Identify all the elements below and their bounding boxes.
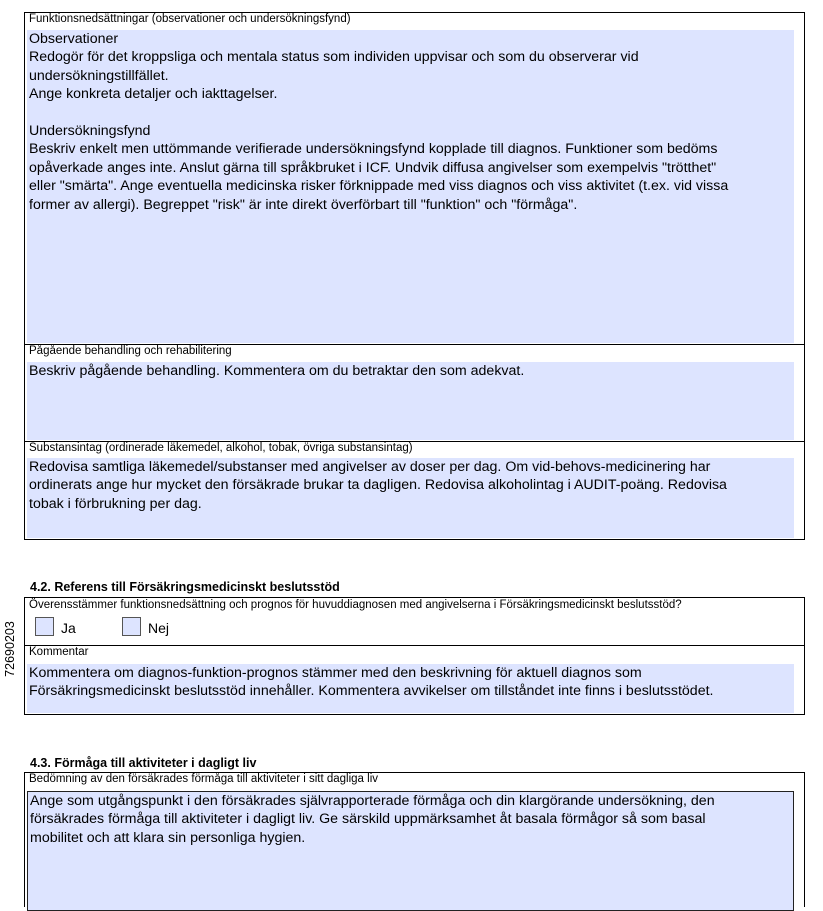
text-line: ordinerats ange hur mycket den försäkrade brukar ta dagligen. Redovisa alkoholintag i AUDIT-poäng. Redovisa: [29, 477, 727, 494]
treatment-label: Pågående behandling och rehabilitering: [29, 345, 232, 357]
text-line: Beskriv enkelt men uttömmande verifierade undersökningsfynd kopplade till diagnos. Funktioner som bedöms: [29, 141, 718, 158]
divider: [24, 645, 805, 646]
text-line: Ange konkreta detaljer och iakttagelser.: [29, 86, 278, 103]
yes-checkbox[interactable]: [35, 617, 54, 636]
text-line: [29, 104, 792, 122]
text-line: Försäkringsmedicinskt beslutsstöd innehåller. Kommentera avvikelser om tillståndet inte finns i beslutsstödet.: [29, 683, 714, 700]
section-4-3-title: 4.3. Förmåga till aktiviteter i dagligt liv: [30, 756, 257, 770]
substance-label: Substansintag (ordinerade läkemedel, alkohol, tobak, övriga substansintag): [29, 442, 413, 454]
functional-field[interactable]: [27, 30, 794, 343]
yes-label: Ja: [61, 620, 76, 636]
functional-label: Funktionsnedsättningar (observationer och undersökningsfynd): [29, 13, 351, 25]
no-label: Nej: [148, 620, 170, 636]
text-line: opåverkade anges inte. Anslut gärna till språkbruket i ICF. Undvik diffusa angivelser som exempelvis "trötthet": [29, 159, 717, 176]
adl-label: Bedömning av den försäkrades förmåga till aktiviteter i sitt dagliga liv: [29, 773, 379, 785]
text-line: försäkrades förmåga till aktiviteter i dagligt liv. Ge särskild uppmärksamhet åt basala förmågor så som basal: [30, 811, 706, 828]
text-line: former av allergi). Begreppet "risk" är inte direkt överförbart till "funktion" och "förmåga".: [29, 196, 578, 213]
section-4-2-title: 4.2. Referens till Försäkringsmedicinskt beslutsstöd: [30, 580, 340, 594]
text-line: Kommentera om diagnos-funktion-prognos stämmer med den beskrivning för aktuell diagnos som: [29, 665, 642, 681]
substance-field[interactable]: [27, 458, 794, 538]
treatment-field[interactable]: [27, 362, 794, 440]
form-id-code: 72690203: [2, 621, 17, 677]
comment-field[interactable]: [27, 664, 794, 713]
comment-label: Kommentar: [29, 646, 89, 658]
text-line: mobilitet och att klara sin personliga hygien.: [30, 829, 306, 846]
text-line: Redovisa samtliga läkemedel/substanser med angivelser av doser per dag. Om vid-behovs-medicinering har: [29, 459, 711, 475]
text-line: Redogör för det kroppsliga och mentala status som individen uppvisar och som du observerar vid: [29, 49, 639, 66]
fmb-question: Överensstämmer funktionsnedsättning och prognos för huvuddiagnosen med angivelserna i Försäkringsmedicinskt beslutsstöd?: [29, 599, 682, 611]
text-line: Undersökningsfynd: [29, 123, 151, 140]
text-line: tobak i förbrukning per dag.: [29, 495, 202, 512]
text-line: undersökningstillfället.: [29, 67, 169, 84]
text-line: Ange som utgångspunkt i den försäkrades självrapporterade förmåga och din klargörande undersökning, den: [30, 793, 715, 809]
text-line: Observationer: [29, 31, 119, 47]
text-line: Beskriv pågående behandling. Kommentera om du betraktar den som adekvat.: [29, 363, 525, 379]
adl-field[interactable]: [27, 791, 794, 911]
no-checkbox[interactable]: [122, 617, 141, 636]
text-line: eller "smärta". Ange eventuella medicinska risker förknippade med viss diagnos och viss aktivitet (t.ex. vid vissa: [29, 178, 729, 195]
